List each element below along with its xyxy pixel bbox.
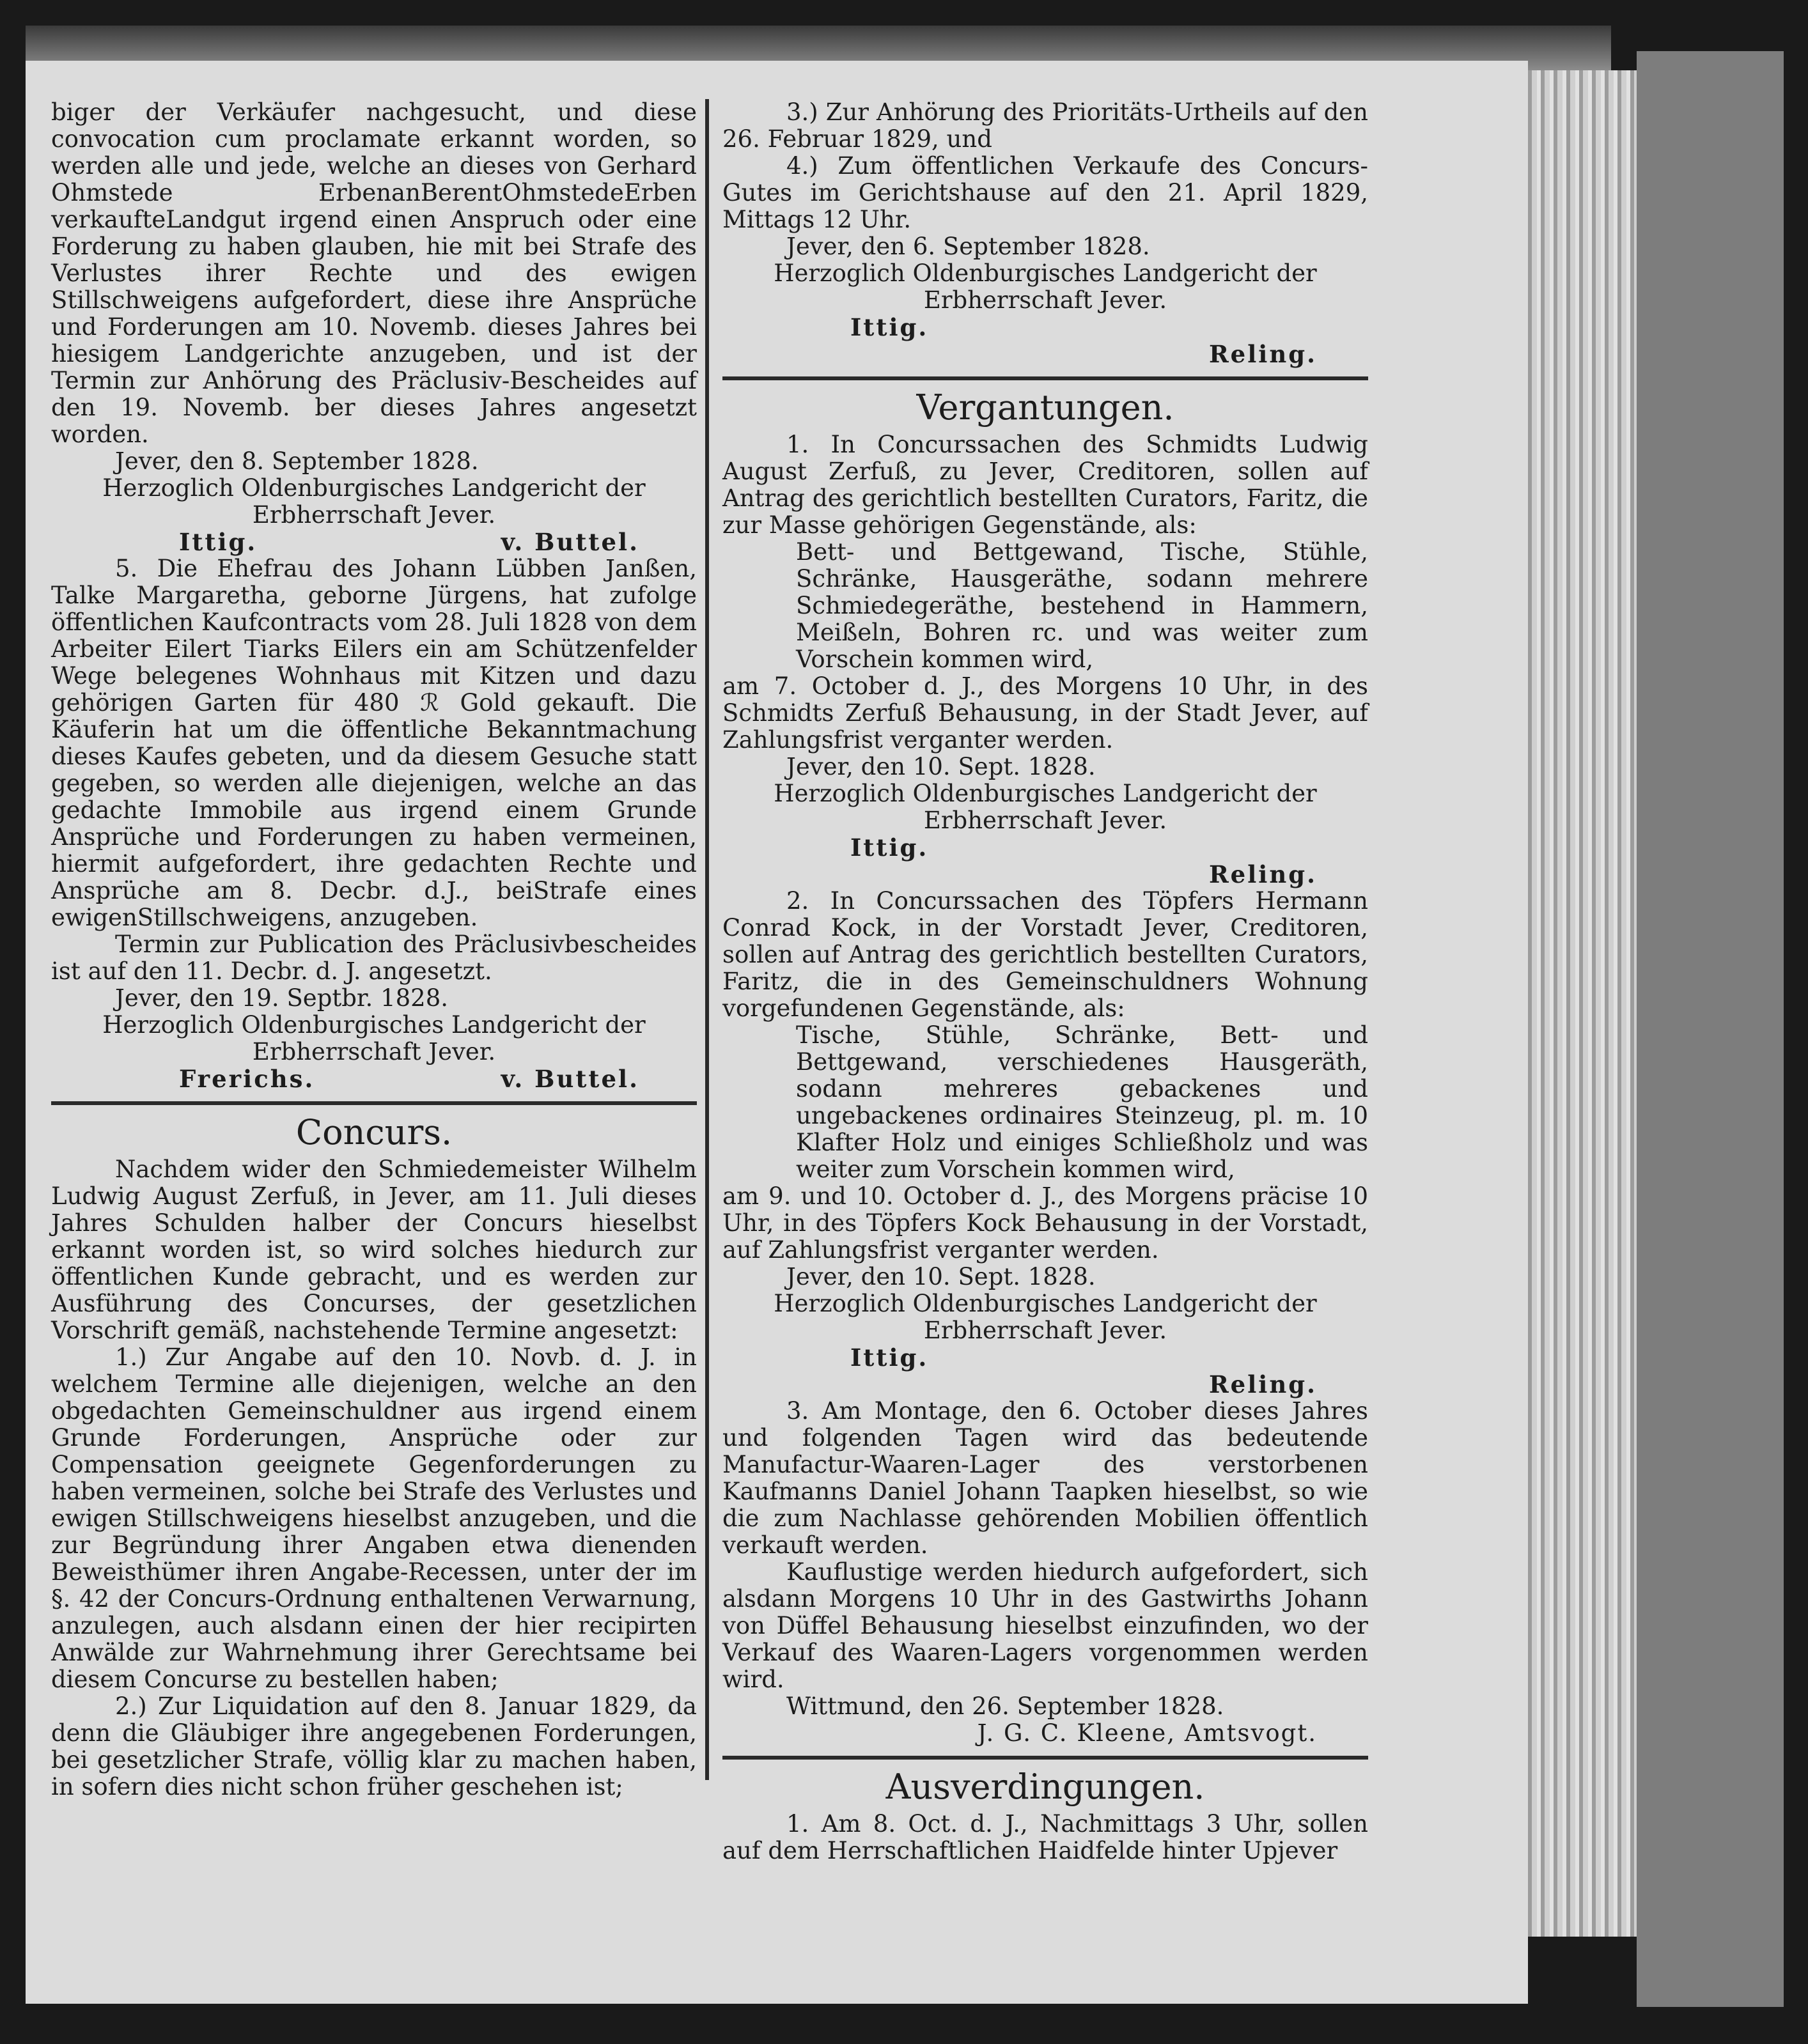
signature-row bbox=[51, 529, 697, 555]
vergantung-2-text: 2. In Concurssachen des Töpfers Hermann Conrad Kock, in der Vorstadt Jever, Creditoren, sollen auf Antrag des gerichtlich bestellten Curators, Faritz, die in des Gemeinschuldners Wohnung vorgefundenen Gegenstände, als: bbox=[722, 887, 1368, 1022]
section-heading-vergantungen: Vergantungen. bbox=[916, 387, 1174, 428]
vergantung-3-invitation: Kauflustige werden hiedurch aufgefordert, sich alsdann Morgens 10 Uhr in des Gastwirths Johann von Düffel Behausung hieselbst einzufinden, wo der Verkauf des Waaren-Lagers vorgenommen werden wird. bbox=[722, 1558, 1368, 1693]
signature-left: Ittig. bbox=[179, 528, 258, 556]
notice-convocation-text: biger der Verkäufer nachgesucht, und diese convocation cum proclamate erkannt worden, so werden alle und jede, welche an dieses von Gerhard Ohmstede ErbenanBerentOhmstedeErben verkaufteLandgut irgend einen Anspruch oder eine Forderung zu haben glauben, hie mit bei Strafe des Verlustes ihrer Rechte und des ewigen Stillschweigens aufgefordert, diese ihre Ansprüche und Forderungen am 10. Novemb. dieses Jahres bei hiesigem Landgerichte anzugeben, und ist der Termin zur Anhörung des Präclusiv-Bescheides auf den 19. Novemb. ber dieses Jahres angesetzt worden. bbox=[51, 98, 697, 448]
vergantung-3-text: 3. Am Montage, den 6. October dieses Jahres und folgenden Tagen wird das bedeutende Manufactur-Waaren-Lager des verstorbenen Kaufmanns Daniel Johann Taapken hieselbst, so wie die zum Nachlasse gehörenden Mobilien öffentlich verkauft werden. bbox=[722, 1397, 1368, 1559]
section-rule bbox=[51, 1101, 697, 1105]
ausverdingung-1-text: 1. Am 8. Oct. d. J., Nachmittags 3 Uhr, sollen auf dem Herrschaftlichen Haidfelde hinter Upjever bbox=[722, 1810, 1368, 1864]
left-column bbox=[51, 99, 697, 1800]
signature-left: Frerichs. bbox=[179, 1065, 315, 1093]
signature-left: Ittig. bbox=[850, 313, 929, 341]
vergantung-1-end: am 7. October d. J., des Morgens 10 Uhr, in des Schmidts Zerfuß Behausung, in der Stadt Jever, auf Zahlungsfrist verganter werden. bbox=[722, 672, 1368, 754]
notice-date: Wittmund, den 26. September 1828. bbox=[786, 1692, 1224, 1720]
right-column bbox=[722, 99, 1368, 1864]
signature-right: Reling. bbox=[1208, 1370, 1317, 1398]
notice-5-text: 5. Die Ehefrau des Johann Lübben Janßen, Talke Margaretha, geborne Jürgens, hat zufolge öffentlichen Kaufcontracts vom 28. Juli 1828 von dem Arbeiter Eilert Tiarks Eilers ein am Schützenfelder Wege belegenes Wohnhaus mit Kitzen und dazu gehörigen Garten für 480 ℛ Gold gekauft. Die Käuferin hat um die öffentliche Bekanntmachung dieses Kaufes gebeten, und da diesem Gesuche statt gegeben, so werden alle diejenigen, welche an das gedachte Immobile aus irgend einem Grunde Ansprüche und Forderungen zu haben vermeinen, hiermit aufgefordert, ihre gedachten Rechte und Ansprüche am 8. Decbr. d.J., beiStrafe eines ewigenStillschweigens, anzugeben. bbox=[51, 555, 697, 931]
court-name: Herzoglich Oldenburgisches Landgericht der Erbherrschaft Jever. bbox=[102, 474, 646, 529]
court-name: Herzoglich Oldenburgisches Landgericht der Erbherrschaft Jever. bbox=[774, 780, 1317, 834]
notice-date: Jever, den 6. September 1828. bbox=[786, 233, 1150, 260]
section-heading-ausverdingungen: Ausverdingungen. bbox=[885, 1767, 1205, 1807]
notice-date: Jever, den 10. Sept. 1828. bbox=[786, 753, 1096, 780]
concurs-term-2: 2.) Zur Liquidation auf den 8. Januar 1829, da denn die Gläubiger ihre angegebenen Forderungen, bei gesetzlicher Strafe, völlig klar zu machen haben, in sofern dies nicht schon früher geschehen ist; bbox=[51, 1692, 697, 1800]
signature-amtsvogt: J. G. C. Kleene, Amtsvogt. bbox=[977, 1719, 1317, 1747]
concurs-term-3: 3.) Zur Anhörung des Prioritäts-Urtheils auf den 26. Februar 1829, und bbox=[722, 98, 1368, 153]
signature-right: v. Buttel. bbox=[501, 1065, 639, 1093]
section-heading-concurs: Concurs. bbox=[295, 1112, 453, 1152]
signature-right: v. Buttel. bbox=[501, 528, 639, 556]
newspaper-page bbox=[26, 61, 1528, 2004]
signature-row bbox=[51, 1065, 697, 1092]
notice-date: Jever, den 8. September 1828. bbox=[115, 447, 479, 475]
vergantung-2-end: am 9. und 10. October d. J., des Morgens präcise 10 Uhr, in des Töpfers Kock Behausung in der Vorstadt, auf Zahlungsfrist verganter werden. bbox=[722, 1182, 1368, 1264]
signature-right: Reling. bbox=[1208, 860, 1317, 888]
section-rule bbox=[722, 1756, 1368, 1760]
notice-date: Jever, den 19. Septbr. 1828. bbox=[115, 984, 448, 1012]
page-edges bbox=[1528, 70, 1637, 1937]
book-spine bbox=[1637, 51, 1784, 2007]
court-name: Herzoglich Oldenburgisches Landgericht der Erbherrschaft Jever. bbox=[774, 1290, 1317, 1344]
concurs-term-1: 1.) Zur Angabe auf den 10. Novb. d. J. in welchem Termine alle diejenigen, welche an den obgedachten Gemeinschuldner aus irgend einem Grunde Forderungen, Ansprüche oder zur Compensation geeignete Gegenforderungen zu haben vermeinen, solche bei Strafe des Verlustes und ewigen Stillschweigens hieselbst anzugeben, und die zur Begründung ihrer Angaben etwa dienenden Beweisthümer ihren Angabe-Recessen, unter der im §. 42 der Concurs-Ordnung enthaltenen Verwarnung, anzulegen, auch alsdann einen der hier recipirten Anwälde zur Wahrnehmung ihrer Gerechtsame bei diesem Concurse zu bestellen haben; bbox=[51, 1343, 697, 1693]
concurs-term-4: 4.) Zum öffentlichen Verkaufe des Concurs-Gutes im Gerichtshause auf den 21. April 1829, Mittags 12 Uhr. bbox=[722, 152, 1368, 233]
column-divider bbox=[705, 99, 709, 1780]
vergantung-2-items: Tische, Stühle, Schränke, Bett- und Bettgewand, verschiedenes Hausgeräth, sodann mehreres gebackenes und ungebackenes ordinaires Steinzeug, pl. m. 10 Klafter Holz und einiges Schließholz und was weiter zum Vorschein kommen wird, bbox=[796, 1021, 1368, 1183]
vergantung-1-items: Bett- und Bettgewand, Tische, Stühle, Schränke, Hausgeräthe, sodann mehrere Schmiedegeräthe, bestehend in Hammern, Meißeln, Bohren rc. und was weiter zum Vorschein kommen wird, bbox=[796, 538, 1368, 673]
signature-left: Ittig. bbox=[850, 1343, 929, 1372]
signature-row bbox=[722, 314, 1368, 341]
signature-row bbox=[722, 1344, 1368, 1371]
notice-date: Jever, den 10. Sept. 1828. bbox=[786, 1263, 1096, 1290]
signature-row bbox=[722, 834, 1368, 861]
signature-left: Ittig. bbox=[850, 833, 929, 862]
notice-5-term: Termin zur Publication des Präclusivbescheides ist auf den 11. Decbr. d. J. angesetzt. bbox=[51, 931, 697, 985]
vergantung-1-text: 1. In Concurssachen des Schmidts Ludwig August Zerfuß, zu Jever, Creditoren, sollen auf Antrag des gerichtlich bestellten Curators, Faritz, die zur Masse gehörigen Gegenstände, als: bbox=[722, 431, 1368, 539]
concurs-intro-text: Nachdem wider den Schmiedemeister Wilhelm Ludwig August Zerfuß, in Jever, am 11. Juli dieses Jahres Schulden halber der Concurs hieselbst erkannt worden ist, so wird solches hiedurch zur öffentlichen Kunde gebracht, und es werden zur Ausführung des Concurses, der gesetzlichen Vorschrift gemäß, nachstehende Termine angesetzt: bbox=[51, 1156, 697, 1344]
court-name: Herzoglich Oldenburgisches Landgericht der Erbherrschaft Jever. bbox=[774, 259, 1317, 314]
court-name: Herzoglich Oldenburgisches Landgericht der Erbherrschaft Jever. bbox=[102, 1011, 646, 1065]
section-rule bbox=[722, 376, 1368, 380]
signature-right: Reling. bbox=[1208, 340, 1317, 368]
